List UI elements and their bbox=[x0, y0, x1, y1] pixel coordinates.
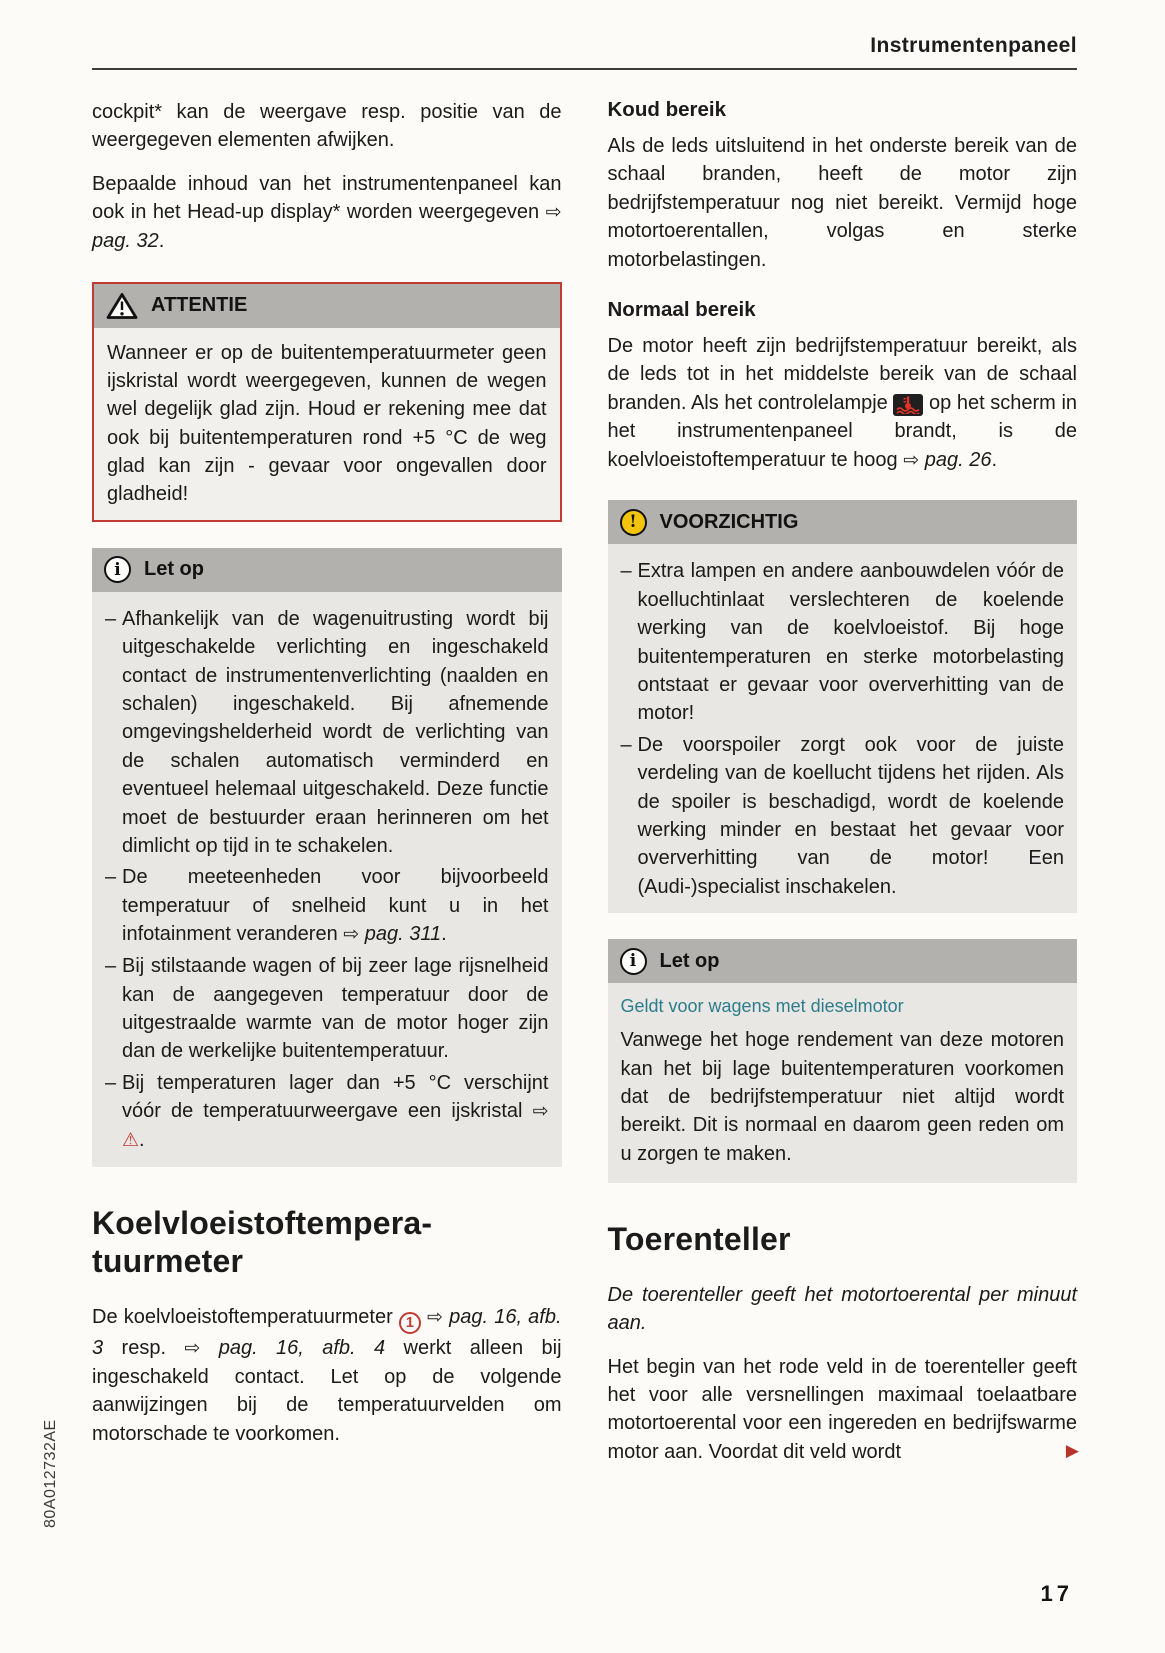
callout-number-icon: 1 bbox=[399, 1312, 421, 1334]
text-fragment: Afhankelijk van de wagenuitrusting wordt bij uitgeschakelde verlichting en ingeschakeld contact de instrumentenverlichting (naalden en schalen) ingeschakeld. Bij afnemende omgevingshelderheid wordt de verlichting van de schalen automatisch verminderd en eventueel helemaal uitgeschakeld. Deze functie moet de bestuurder eraan herinneren om het dimlicht op tijd in te schakelen. bbox=[122, 607, 549, 857]
paragraph-normal-range bbox=[608, 332, 1078, 475]
warning-triangle-icon bbox=[106, 292, 138, 320]
note-text: Vanwege het hoge rendement van deze motoren kan het bij lage buitentemperaturen voorkomen dat de bedrijfstemperatuur niet altijd wordt bereikt. Dit is normaal en daarom geen reden om u zorgen te maken. bbox=[620, 1029, 1064, 1165]
reference-arrow-icon: ⇨ bbox=[532, 1101, 549, 1123]
subheading-cold-range: Koud bereik bbox=[607, 98, 726, 121]
caution-item bbox=[621, 731, 1065, 901]
note-box-header bbox=[608, 939, 1078, 983]
note-item bbox=[105, 863, 549, 949]
attention-text: Wanneer er op de buitentemperatuurmeter geen ijskristal wordt weergegeven, kunnen de wegen wel degelijk glad zijn. Houd er rekening mee dat ook bij buitentemperaturen rond +5 °C de weg glad kan zijn - gevaar voor ongevallen door gladheid! bbox=[107, 341, 547, 506]
content-columns bbox=[92, 98, 1077, 1481]
caution-box bbox=[608, 500, 1078, 913]
reference-arrow-icon: ⇨ bbox=[903, 449, 920, 471]
caution-box-body bbox=[608, 544, 1078, 913]
text-fragment: Het begin van het rode veld in de toerenteller geeft het voor alle versnellingen maximaal toelaatbare motortoerental voor een ingereden en bedrijfswarme motor aan. Voordat dit veld wordt bbox=[607, 1355, 1077, 1463]
note-box-title: Let op bbox=[659, 949, 720, 972]
header-rule bbox=[92, 68, 1077, 70]
note-item bbox=[105, 605, 549, 861]
note-list bbox=[105, 605, 549, 1155]
page-reference: pag. 311 bbox=[364, 923, 442, 946]
subheading-normal-range: Normaal bereik bbox=[607, 297, 756, 321]
coolant-warning-lamp-icon bbox=[893, 394, 923, 416]
text-fragment: Bepaalde inhoud van het instrumentenpaneel kan ook in het Head-up display* worden weergegeven bbox=[92, 172, 562, 224]
reference-arrow-icon: ⇨ bbox=[184, 1337, 201, 1359]
text-fragment: De meeteenheden voor bijvoorbeeld temperatuur of snelheid kunt u in het infotainment veranderen bbox=[122, 866, 549, 946]
text-fragment: . bbox=[441, 923, 447, 946]
page-header bbox=[92, 34, 1077, 70]
note-box-header bbox=[92, 548, 562, 592]
note-box-left bbox=[92, 548, 562, 1167]
info-icon: i bbox=[620, 948, 647, 975]
text-fragment: De motor heeft zijn bedrijfstemperatuur bereikt, als de leds tot in het middelste bereik van de schaal branden. Als het controlelampje bbox=[607, 334, 1077, 414]
page-number: 17 bbox=[1040, 1581, 1073, 1606]
page-reference: pag. 26 bbox=[924, 448, 992, 471]
text-fragment: . bbox=[139, 1129, 145, 1152]
paragraph-coolant bbox=[92, 1303, 562, 1448]
section-title-tachometer: Toerenteller bbox=[607, 1221, 791, 1258]
text-fragment: werkt alleen bij ingeschakeld contact. Let op de volgende aanwijzingen bij de temperatuurvelden om motorschade te voorkomen. bbox=[92, 1336, 562, 1445]
caution-box-title: VOORZICHTIG bbox=[659, 510, 799, 533]
text-fragment: Bij temperaturen lager dan +5 °C verschijnt vóór de temperatuurweergave een ijskristal bbox=[122, 1071, 549, 1123]
reference-arrow-icon: ⇨ bbox=[427, 1306, 443, 1328]
note-item bbox=[105, 952, 549, 1066]
page-title: Instrumentenpaneel bbox=[870, 34, 1077, 57]
caution-box-header bbox=[608, 500, 1078, 544]
document-code-label: 80A012732AE bbox=[42, 1419, 59, 1528]
text-fragment: resp. bbox=[121, 1336, 166, 1359]
caution-item bbox=[621, 557, 1065, 727]
note-applicability-label: Geldt voor wagens met dieselmotor bbox=[620, 996, 904, 1017]
note-box-diesel bbox=[608, 939, 1078, 1183]
warning-triangle-small-icon: ⚠ bbox=[122, 1130, 140, 1152]
paragraph-cold-range: Als de leds uitsluitend in het onderste bereik van de schaal branden, heeft de motor zijn bedrijfstemperatuur nog niet bereikt. Vermijd hoge motortoerentallen, volgas en sterke motorbelastingen. bbox=[607, 135, 1077, 271]
attention-box-body bbox=[94, 328, 560, 520]
text-fragment: Bij stilstaande wagen of bij zeer lage rijsnelheid kan de aangegeven temperatuur door de uitgestraalde warmte van de motor hoger zijn dan de werkelijke buitentemperatuur. bbox=[122, 955, 549, 1063]
left-column bbox=[92, 98, 562, 1481]
paragraph-tachometer bbox=[608, 1353, 1078, 1467]
section-title-line: Koelvloeistoftempera- bbox=[92, 1205, 433, 1242]
text-fragment: . bbox=[158, 230, 165, 253]
text-fragment: Extra lampen en andere aanbouwdelen vóór de koelluchtinlaat verslechteren de koelende werking van de koelvloeistof. Bij hoge buitentemperaturen en sterke motorbelasting ontstaat er gevaar voor oververhitting van de motor! bbox=[637, 560, 1064, 725]
reference-arrow-icon: ⇨ bbox=[343, 924, 360, 946]
section-title-line: tuurmeter bbox=[92, 1242, 244, 1279]
note-item bbox=[105, 1069, 549, 1155]
text-fragment: De voorspoiler zorgt ook voor de juiste verdeling van de koellucht tijdens het rijden. Als de spoiler is beschadigd, wordt de koelende werking minder en bestaat het gevaar voor oververhitting van de motor! Een (Audi-)specialist inschakelen. bbox=[637, 733, 1064, 898]
reference-arrow-icon: ⇨ bbox=[545, 202, 562, 224]
caution-list bbox=[621, 557, 1065, 901]
paragraph-cockpit: cockpit* kan de weergave resp. positie van de weergegeven elementen afwijken. bbox=[92, 101, 562, 152]
text-fragment: op het scherm in het instrumentenpaneel brandt, is de koelvloeistoftemperatuur te hoog bbox=[607, 391, 1078, 471]
paragraph-headup bbox=[92, 170, 562, 256]
note-box-body bbox=[92, 592, 562, 1167]
continuation-arrow-icon: ▶ bbox=[1065, 1441, 1079, 1461]
section-title-coolant bbox=[92, 1205, 562, 1281]
note-box-body bbox=[608, 983, 1078, 1183]
page-reference: pag. 32 bbox=[92, 230, 159, 253]
attention-box-title: ATTENTIE bbox=[151, 294, 248, 317]
text-fragment: De koelvloeistoftemperatuurmeter bbox=[92, 1305, 393, 1328]
info-icon: i bbox=[104, 556, 131, 583]
attention-box bbox=[92, 282, 562, 522]
page-reference: pag. 16, afb. 4 bbox=[218, 1336, 386, 1359]
note-box-title: Let op bbox=[144, 558, 204, 581]
paragraph-tachometer-intro: De toerenteller geeft het motortoerental per minuut aan. bbox=[607, 1283, 1077, 1335]
text-fragment: . bbox=[991, 448, 998, 471]
caution-icon: ! bbox=[620, 509, 647, 536]
attention-box-header bbox=[94, 284, 560, 328]
page-reference: pag. 16, afb. 3 bbox=[92, 1305, 562, 1359]
right-column bbox=[608, 98, 1078, 1481]
